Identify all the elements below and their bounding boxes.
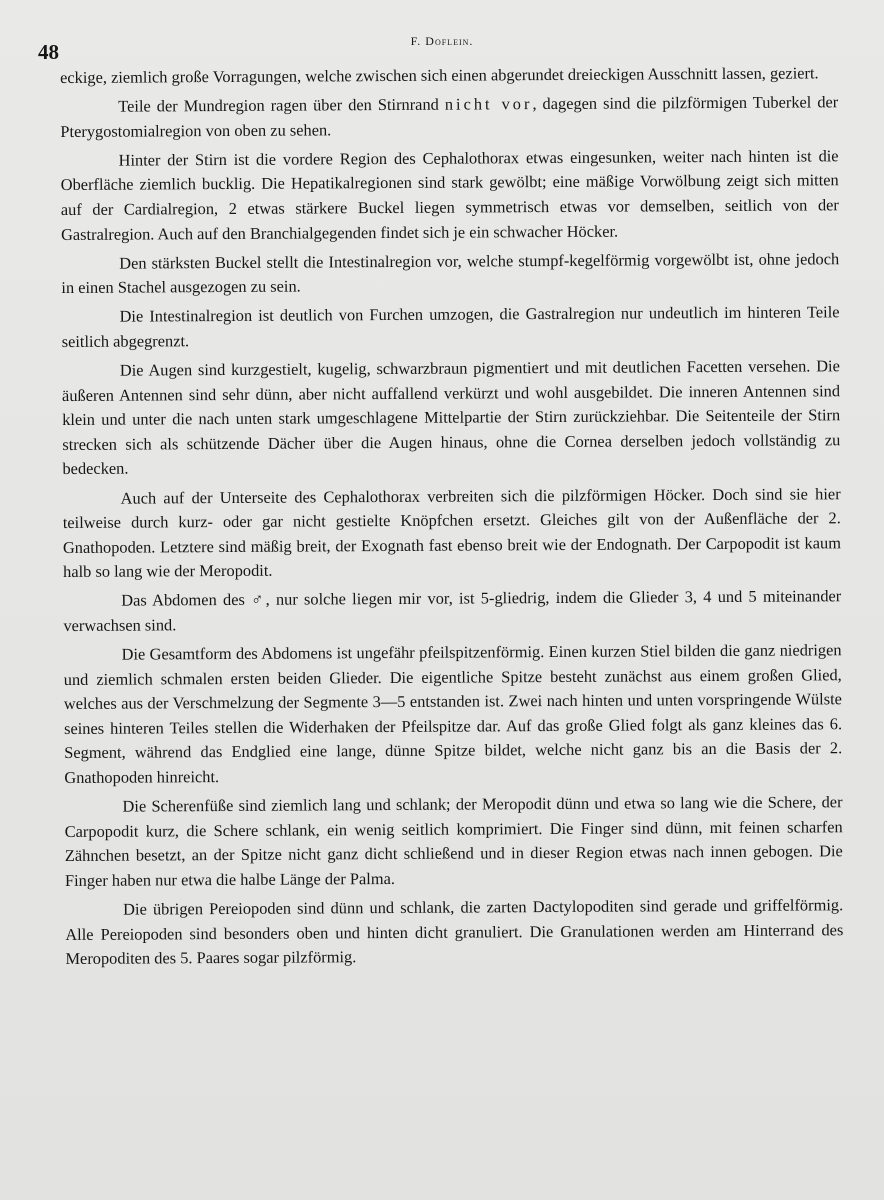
paragraph: Hinter der Stirn ist die vordere Region des Cephalothorax etwas eingesunken, weiter nach hinten ist die Oberfläche ziemlich bucklig. Die Hepatikalregionen sind stark gewölbt; eine mäßige Vorwölbung zeigt sich mitten auf der Cardialregion, 2 etwas stärkere Buckel liegen symmetrisch etwas vor demselben, seitlich von der Gastralregion. Auch auf den Branchialgegenden findet sich je ein schwacher Höcker.	[60, 146, 839, 244]
paragraph: Den stärksten Buckel stellt die Intestinalregion vor, welche stumpf-kegelförmig vorgewölbt ist, ohne jedoch in einen Stachel ausgezogen zu sein.	[61, 248, 840, 298]
paragraph: Die Augen sind kurzgestielt, kugelig, schwarzbraun pigmentiert und mit deutlichen Facetten versehen. Die äußeren Antennen sind sehr dünn, aber nicht auffallend verkürzt und wohl ausgebildet. Die inneren Antennen sind klein und unter die nach unten stark umgeschlagene Mittelpartie der Stirn zurückziehbar. Die Seitenteile der Stirn strecken sich als schützende Dächer über die Augen hinaus, ohne die Cornea derselben jedoch vollständig zu bedecken.	[61, 356, 841, 479]
paragraph: eckige, ziemlich große Vorragungen, welche zwischen sich einen abgerundet dreieckigen Ausschnitt lassen, geziert.	[60, 63, 819, 87]
paragraph: Die übrigen Pereiopoden sind dünn und schlank, die zarten Dactylopoditen sind gerade und griffelförmig. Alle Pereiopoden sind besonders oben und hinten dicht granuliert. Die Granulationen werden am Hinterrand des Meropoditen des 5. Paares sogar pilzförmig.	[65, 895, 844, 969]
paragraph: Das Abdomen des ♂, nur solche liegen mir vor, ist 5-gliedrig, indem die Glieder 3, 4 und 5 miteinander verwachsen sind.	[63, 586, 842, 635]
running-head: F. Doflein.	[410, 34, 474, 48]
paragraph: Die Scherenfüße sind ziemlich lang und schlank; der Meropodit dünn und etwa so lang wie die Schere, der Carpopodit kurz, die Schere schlank, ein wenig seitlich komprimiert. Die Finger sind dünn, mit feinen scharfen Zähnchen besetzt, an der Spitze nicht ganz dicht schließend und in dieser Region etwas nach innen gebogen. Die Finger haben nur etwa die halbe Länge der Palma.	[64, 792, 843, 890]
page-number: 48	[38, 40, 59, 64]
body-text	[60, 61, 844, 976]
paragraph: Die Gesamtform des Abdomens ist ungefähr pfeilspitzenförmig. Einen kurzen Stiel bilden die ganz niedrigen und ziemlich schmalen ersten beiden Glieder. Die eigentliche Spitze besteht zunächst aus einem großen Glied, welches aus der Verschmelzung der Segmente 3—5 entstanden ist. Zwei nach hinten und unten vorspringende Wülste seines hinteren Teiles stellen die Widerhaken der Pfeilspitze dar. Auf das große Glied folgt als ganz kleines das 6. Segment, während das Endglied eine lange, dünne Spitze bildet, welche nicht ganz bis an die Basis der 2. Gnathopoden hinreicht.	[63, 640, 843, 788]
paragraph: Die Intestinalregion ist deutlich von Furchen umzogen, die Gastralregion nur undeutlich im hinteren Teile seitlich abgegrenzt.	[61, 302, 840, 351]
paragraph: Teile der Mundregion ragen über den Stirnrand nicht vor, dagegen sind die pilzförmigen Tuberkel der Pterygostomialregion von oben zu sehen.	[60, 92, 839, 141]
paragraph: Auch auf der Unterseite des Cephalothorax verbreiten sich die pilzförmigen Höcker. Doch sind sie hier teilweise durch kurz- oder gar nicht gestielte Knöpfchen ersetzt. Gleiches gilt von der Außenfläche der 2. Gnathopoden. Letztere sind mäßig breit, der Exognath fast ebenso breit wie der Endognath. Der Carpopodit ist kaum halb so lang wie der Meropodit.	[62, 483, 841, 582]
emphasized-text: nicht vor	[444, 94, 533, 114]
